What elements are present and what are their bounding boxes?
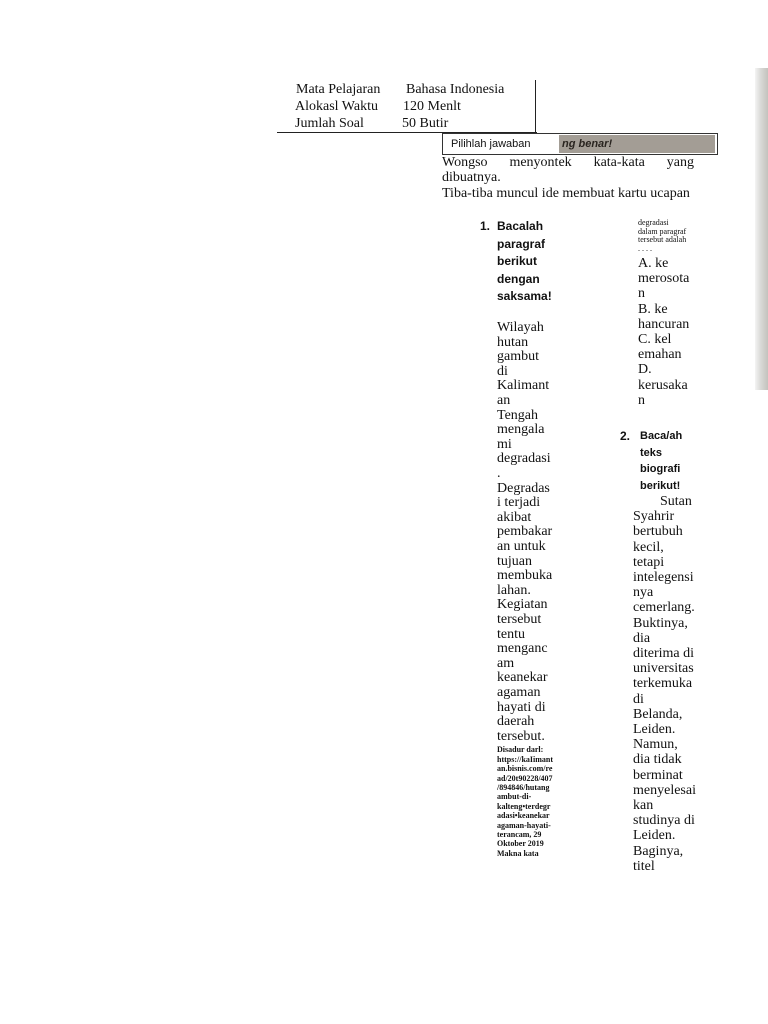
- option-a: A. ke merosotan: [638, 256, 690, 302]
- option-c: C. kel emahan: [638, 332, 682, 363]
- question-1-source: Disadur darl: https://kaIimantan.bisnis.com/read/20t90228/407/894846/hutangambut-di-kalteng•terdegradasi•keanekaragaman-hayati-terancam, 29 Oktober 2019 Makna kata: [497, 745, 554, 858]
- time-value: 120 Menlt: [403, 99, 461, 114]
- scanned-page-edge: [755, 68, 768, 390]
- intro-line-1: Wongso menyontek kata-kata yang: [442, 155, 694, 170]
- info-row-subject: [296, 81, 504, 98]
- instruction-text: Pilihlah jawaban: [451, 138, 531, 150]
- question-1-column: [497, 218, 553, 858]
- time-label: Alokasl Waktu: [295, 99, 378, 114]
- intro-line-2: dibuatnya.: [442, 170, 501, 185]
- intro-line-3: Tiba-tiba muncul ide membuat kartu ucapan: [442, 186, 690, 201]
- count-value: 50 Butir: [402, 116, 449, 131]
- question-2-paragraph-text: Sutan Syahrir bertubuh kecil, tetapi intelegensinya cemerlang. Buktinya, dia diterima di universitas terkemuka di Belanda, Leiden. Namun, dia tidak berminat menyelesaikan studinya di Leiden. Baginya, titel: [633, 494, 696, 874]
- option-d: D. kerusakan: [638, 362, 688, 408]
- instruction-banner: [442, 133, 718, 155]
- question-1-paragraph-text: Wilayah hutan gambut di Kalimantan Tengah mengalami degradasi. Degradasi terjadi akibat pembakaran untuk tujuan membuka lahan. Kegiatan tersebut tentu mengancam keanekaragaman hayati di daerah tersebut.: [497, 320, 553, 744]
- subject-value: Bahasa Indonesia: [406, 82, 505, 97]
- subject-label: Mata Pelajaran: [296, 82, 381, 97]
- count-label: Jumlah Soal: [295, 116, 364, 131]
- question-2-instruction: Baca/ah teks biografi berikut!: [640, 430, 683, 492]
- question-1-answer-column: [638, 219, 690, 408]
- question-1-instruction: Bacalah paragraf berikut dengan saksama!: [497, 219, 552, 303]
- instruction-scanned-text: ng benar!: [559, 135, 715, 153]
- table-vertical-divider: [535, 80, 536, 132]
- question-2-paragraph: [633, 494, 696, 874]
- info-row-count: [295, 115, 448, 132]
- question-1-stem: degradasi dalam paragraf tersebut adalah . . . .: [638, 218, 687, 253]
- question-2-number: 2.: [620, 429, 631, 443]
- question-1-number: 1.: [480, 219, 491, 233]
- question-1-paragraph: [497, 307, 553, 745]
- option-b: B. ke hancuran: [638, 301, 690, 332]
- info-row-time: [295, 98, 461, 115]
